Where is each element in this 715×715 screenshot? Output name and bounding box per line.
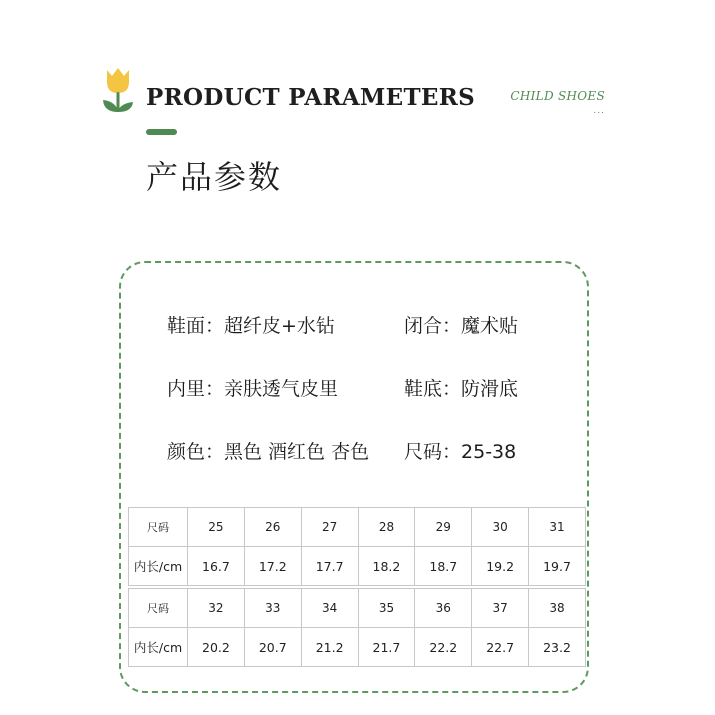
- param-value: 亲肤透气皮里: [224, 378, 339, 400]
- size-cell: 28: [358, 508, 415, 547]
- length-row: [129, 547, 586, 586]
- length-cell: 19.7: [529, 547, 586, 586]
- param-sole: [404, 374, 518, 401]
- length-cell: 22.7: [472, 628, 529, 667]
- length-cell: 19.2: [472, 547, 529, 586]
- length-cell: 21.2: [301, 628, 358, 667]
- length-cell: 18.2: [358, 547, 415, 586]
- size-row: [129, 508, 586, 547]
- length-cell: 20.7: [244, 628, 301, 667]
- param-label: 鞋面：: [167, 315, 225, 337]
- param-lining: [167, 374, 338, 401]
- length-cell: 16.7: [188, 547, 245, 586]
- title-underline: [146, 129, 177, 135]
- size-cell: 36: [415, 589, 472, 628]
- size-cell: 33: [244, 589, 301, 628]
- size-cell: 25: [188, 508, 245, 547]
- length-cell: 17.7: [301, 547, 358, 586]
- param-closure: [404, 311, 518, 338]
- length-cell: 20.2: [188, 628, 245, 667]
- length-header: 内长/cm: [129, 628, 188, 667]
- param-upper: [167, 311, 335, 338]
- size-header: 尺码: [129, 508, 188, 547]
- page-title-cn: 产品参数: [146, 158, 283, 196]
- length-cell: 17.2: [244, 547, 301, 586]
- decorative-dots: ...: [593, 106, 605, 116]
- size-cell: 30: [472, 508, 529, 547]
- page-title-en: PRODUCT PARAMETERS: [146, 84, 476, 111]
- param-value: 黑色 酒红色 杏色: [224, 441, 370, 463]
- size-row: [129, 589, 586, 628]
- size-table-1: [128, 507, 586, 586]
- param-value: 防滑底: [461, 378, 519, 400]
- param-value: 魔术贴: [461, 315, 519, 337]
- size-cell: 38: [529, 589, 586, 628]
- size-cell: 31: [529, 508, 586, 547]
- length-cell: 18.7: [415, 547, 472, 586]
- child-shoes-label: CHILD SHOES: [510, 89, 605, 103]
- param-size: [404, 437, 516, 464]
- size-cell: 34: [301, 589, 358, 628]
- param-label: 内里：: [167, 378, 225, 400]
- size-cell: 37: [472, 589, 529, 628]
- param-label: 尺码：: [404, 441, 462, 463]
- param-value: 25-38: [461, 441, 517, 463]
- size-cell: 35: [358, 589, 415, 628]
- param-label: 闭合：: [404, 315, 462, 337]
- param-label: 颜色：: [167, 441, 225, 463]
- length-cell: 22.2: [415, 628, 472, 667]
- length-cell: 21.7: [358, 628, 415, 667]
- size-cell: 29: [415, 508, 472, 547]
- size-cell: 26: [244, 508, 301, 547]
- tulip-icon: [100, 66, 136, 116]
- size-cell: 27: [301, 508, 358, 547]
- size-table-2: [128, 588, 586, 667]
- length-cell: 23.2: [529, 628, 586, 667]
- length-row: [129, 628, 586, 667]
- length-header: 内长/cm: [129, 547, 188, 586]
- size-header: 尺码: [129, 589, 188, 628]
- param-label: 鞋底：: [404, 378, 462, 400]
- param-color: [167, 437, 369, 464]
- size-cell: 32: [188, 589, 245, 628]
- param-value: 超纤皮+水钻: [224, 315, 335, 337]
